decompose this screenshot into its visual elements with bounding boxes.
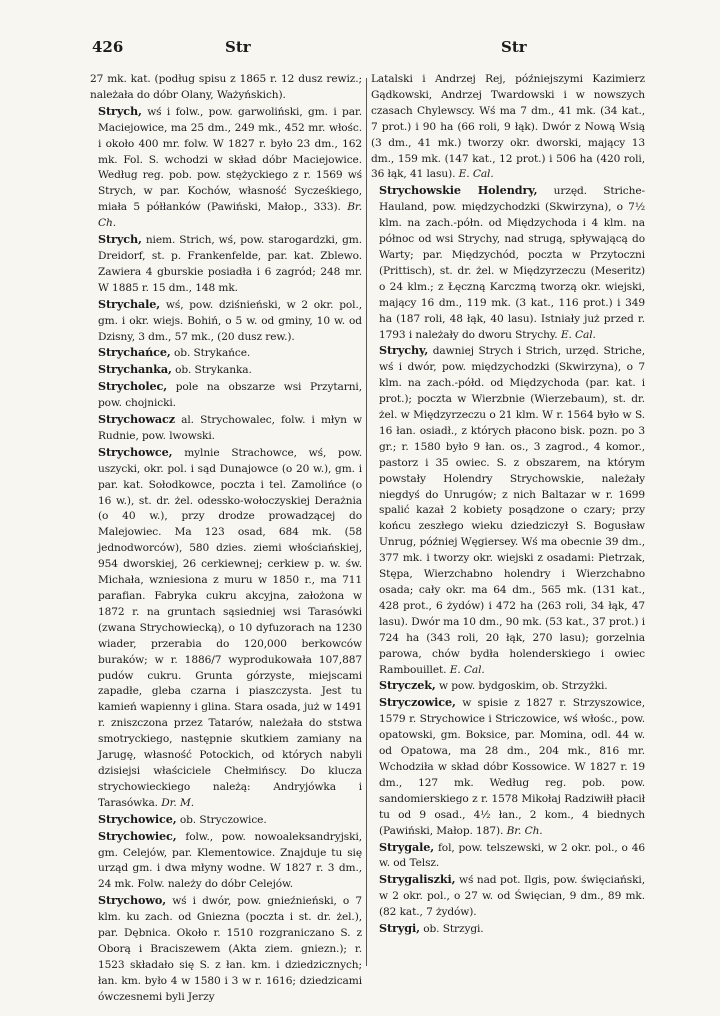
dictionary-entry <box>371 921 645 938</box>
entry-headword: Stryczek, <box>379 678 436 693</box>
dictionary-entry <box>371 695 645 839</box>
running-head-right: Str <box>501 38 527 56</box>
dictionary-entry <box>371 72 645 183</box>
dictionary-entry <box>90 72 362 104</box>
entry-body: wś nad pot. Ilgis, pow. święciański, w 2 okr. pol., o 27 w. od Święcian, 9 dm., 89 mk. (82 kat., 7 żydów). <box>379 874 645 919</box>
entry-body: w pow. bydgoskim, ob. Strzyżki. <box>438 680 608 693</box>
entry-headword: Strych, <box>98 232 142 247</box>
dictionary-entry <box>90 812 362 829</box>
entry-body: w spisie z 1827 r. Strzyszowice, 1579 r. Strychowice i Striczowice, wś włośc., pow. opatowski, gm. Boksice, par. Momina, odl. 44 w. od Opatowa, ma 28 dm., 204 mk., 816 mr. Wchodziła w skład dóbr Kossowice. W 1827 r. 19 dm., 127 mk. Według reg. pob. pow. sandomierskiego z r. 1578 Mikołaj Radziwiłł płacił tu od 9 osad., 4½ łan., 2 kom., 4 biednych (Pawiński, Małop. 187). <box>379 697 645 837</box>
dictionary-entry <box>90 232 362 297</box>
dictionary-entry <box>371 840 645 873</box>
entry-headword: Strychowacz <box>98 412 175 427</box>
entry-headword: Strychale, <box>98 296 161 311</box>
page-number: 426 <box>92 38 124 56</box>
dictionary-entry <box>90 893 362 1005</box>
entry-headword: Strychanka, <box>98 362 172 377</box>
entry-headword: Strychowce, <box>98 444 173 459</box>
entry-body: dawniej Strych i Strich, urzęd. Striche, wś i dwór, pow. międzychodzki (Skwirzyna), o 7 klm. na zach.-półd. od Międzychoda (par. kat. i prot.); poczta w Wierzbnie (Wierzebaum), st. dr. żel. w Międzyrzeczu o 21 klm. W r. 1564 było w S. 16 łan. osiadł., z których płacono bisk. pozn. po 3 gr.; r. 1580 było 9 łan. os., 3 zagrod., 4 komor., pastorz i 35 owiec. S. z obszarem, na którym powstały Holendry Strychowskie, należały niegdyś do Unrugów; z nich Baltazar w r. 1699 spalić kazał 2 kobiety posądzone o czary; przy końcu zeszłego wieku dziedziczył S. Bogusław Unrug, później Węgiersey. Wś ma obecnie 39 dm., 377 mk. i tworzy okr. wiejski z osadami: Pietrzak, Stępa, Wierzchabno holendry i Wierzchabno osada; cały okr. ma 64 dm., 565 mk. (131 kat., 428 prot., 6 żydów) i 472 ha (263 roli, 34 łąk, 47 lasu). Dwór ma 10 dm., 90 mk. (53 kat., 37 prot.) i 724 ha (343 roli, 20 łąk, 270 lasu); gorzelnia parowa, chów bydła holenderskiego i owiec Rambouillet. <box>379 345 645 676</box>
author-signature: E. Cal. <box>458 168 494 181</box>
entry-body: ob. Strzygi. <box>423 923 484 936</box>
entry-body: urzęd. Striche-Hauland, pow. międzychodzki (Skwirzyna), o 7½ klm. na zach.-półn. od Międzychoda i 4 klm. na północ od wsi Strychy, nad strugą, spływającą do Warty; par. Międzychód, poczta w Przytocznі (Prittisch), st. dr. żel. w Międzyrzeczu (Meseritz) o 24 klm.; z Łęczną Karczmą tworzą okr. wiejski, mający 16 dm., 119 mk. (3 kat., 116 prot.) i 349 ha (187 roli, 48 łąk, 40 lasu). Istniały już przed r. 1793 i należały do dworu Strychy. <box>379 185 645 341</box>
entry-body: wś i folw., pow. garwoliński, gm. i par. Maciejowice, ma 25 dm., 249 mk., 452 mr. włośc. i około 400 mr. folw. W 1827 r. było 23 dm., 162 mk. Fol. S. wchodzi w skład dóbr Maciejowice. Według reg. pob. pow. stężyckiego z r. 1569 wś Strych, w par. Kochów, własność Sycześkiego, miała 5 półłanków (Pawiński, Małop., 333). <box>98 105 362 214</box>
dictionary-entry <box>90 412 362 445</box>
column-divider <box>366 78 367 966</box>
entry-headword: Strygale, <box>379 839 435 854</box>
entry-headword: Strygi, <box>379 921 420 936</box>
author-signature: E. Cal. <box>449 663 485 676</box>
entry-headword: Strychy, <box>379 343 429 358</box>
right-column <box>371 72 645 938</box>
dictionary-entry <box>371 343 645 678</box>
entry-body: ob. Strykanka. <box>175 364 252 377</box>
left-column <box>90 72 362 1006</box>
dictionary-entry <box>371 183 645 343</box>
entry-headword: Strychowiec, <box>98 828 177 843</box>
entry-headword: Strych, <box>98 103 142 118</box>
entry-body: Latalski i Andrzej Rej, późniejszymi Kazimierz Gądkowski, Andrzej Twardowski i w nowszych czasach Chylewscy. Wś ma 7 dm., 41 mk. (34 kat., 7 prot.) i 90 ha (66 roli, 9 łąk). Dwór z Nową Wsią (3 dm., 41 mk.) tworzy okr. dworski, mający 13 dm., 159 mk. (147 kat., 12 prot.) i 506 ha (420 roli, 36 łąk, 41 lasu). <box>371 73 645 181</box>
entry-headword: Stryczowice, <box>379 695 456 710</box>
entry-headword: Strychańce, <box>98 345 171 360</box>
entry-headword: Strycholec, <box>98 379 168 394</box>
entry-headword: Strychowo, <box>98 893 167 908</box>
dictionary-entry <box>90 379 362 412</box>
dictionary-entry <box>371 678 645 695</box>
entry-body: mylnie Strachowce, wś, pow. uszycki, okr. pol. i sąd Dunajowce (o 20 w.), gm. i par. kat. Sołodkowce, poczta i tel. Zamolińce (o 16 w.), st. dr. żel. odessko-wołoczyskiej Derażnia (o 40 w.), przy drodze prowadzącej do Malejowiec. Ma 123 osad, 684 mk. (58 jednodworców), 580 dzies. ziemi włościańskiej, 954 dworskiej, 26 cerkiewnej; cerkiew p. w. św. Michała, wzniesiona z muru w 1850 r., ma 711 parafian. Fabryka cukru akcyjna, założona w 1872 r. na gruntach sąsiedniej wsi Tarasówki (zwana Strychowiecką), o 10 dyfuzorach na 1230 wiader, przerabia do 120,000 berkowców buraków; w r. 1886/7 wyprodukowała 107,887 pudów cukru. Grunta górzyste, miejscami zapadłe, gleba czarna i piaszczysta. Jest tu kamień wapienny i glina. Stara osada, już w 1491 r. zniszczona przez Tatarów, należała do ststwa smotryckiego, następnie skutkiem zamiany na Jarugę, własność Potockich, od których nabyli dzisiejsi właściciele Chełmińscy. Do klucza strychowieckiego należą: Andryjówka i Tarasówka. <box>98 446 362 809</box>
entry-body: fol, pow. telszewski, w 2 okr. pol., o 46 w. od Telsz. <box>379 841 645 870</box>
author-signature: Dr. M. <box>161 796 194 809</box>
entry-body: pole na obszarze wsi Przytarni, pow. chojnicki. <box>98 381 362 410</box>
entry-headword: Strychowskie Holendry, <box>379 183 538 198</box>
entry-body: ob. Strykańce. <box>173 347 251 360</box>
entry-body: niem. Strich, wś, pow. starogardzki, gm. Dreidorf, st. p. Frankenfelde, par. kat. Zblewo. Zawiera 4 gburskie posiadła i 6 zagród; 248 mr. W 1885 r. 15 dm., 148 mk. <box>98 234 362 294</box>
dictionary-entry <box>90 362 362 379</box>
dictionary-entry <box>90 297 362 346</box>
entry-body: ob. Stryczowice. <box>179 813 267 826</box>
dictionary-entry <box>90 829 362 894</box>
entry-headword: Strychowice, <box>98 811 177 826</box>
dictionary-entry <box>371 872 645 921</box>
dictionary-entry <box>90 104 362 232</box>
entry-body: wś, pow. dziśnieński, w 2 okr. pol., gm. i okr. wiejs. Bohiń, o 5 w. od gminy, 10 w. od Dzisny, 3 dm., 57 mk., (20 dusz rew.). <box>98 298 362 343</box>
author-signature: E. Cal. <box>560 328 596 341</box>
entry-headword: Strygaliszki, <box>379 872 456 887</box>
dictionary-entry <box>90 445 362 812</box>
author-signature: Br. Ch. <box>506 824 543 837</box>
entry-body: al. Strychowalec, folw. i młyn w Rudnie, pow. lwowski. <box>98 414 362 442</box>
dictionary-entry <box>90 345 362 362</box>
running-head-left: Str <box>225 38 251 56</box>
author-signature: Br. Ch. <box>98 201 362 230</box>
entry-body: wś i dwór, pow. gnieźnieński, o 7 klm. ku zach. od Gniezna (poczta i st. dr. żel.), par. Dębnica. Około r. 1510 rozgraniczano S. z Oborą i Braciszewem (Akta ziem. gniezn.); r. 1523 składało się S. z łan. km. i dziedzicznych; łan. km. było 4 w 1580 i 3 w r. 1616; dziedzicami ówczesnemi byli Jerzy <box>98 895 362 1003</box>
entry-body: 27 mk. kat. (podług spisu z 1865 r. 12 dusz rewiz.; należała do dóbr Olany, Ważyńskich). <box>90 73 362 101</box>
entry-body: folw., pow. nowoaleksandryjski, gm. Celejów, par. Klementowice. Znajduje tu się urząd gm. i dwa młyny wodne. W 1827 r. 3 dm., 24 mk. Folw. należy do dóbr Celejów. <box>98 830 362 891</box>
